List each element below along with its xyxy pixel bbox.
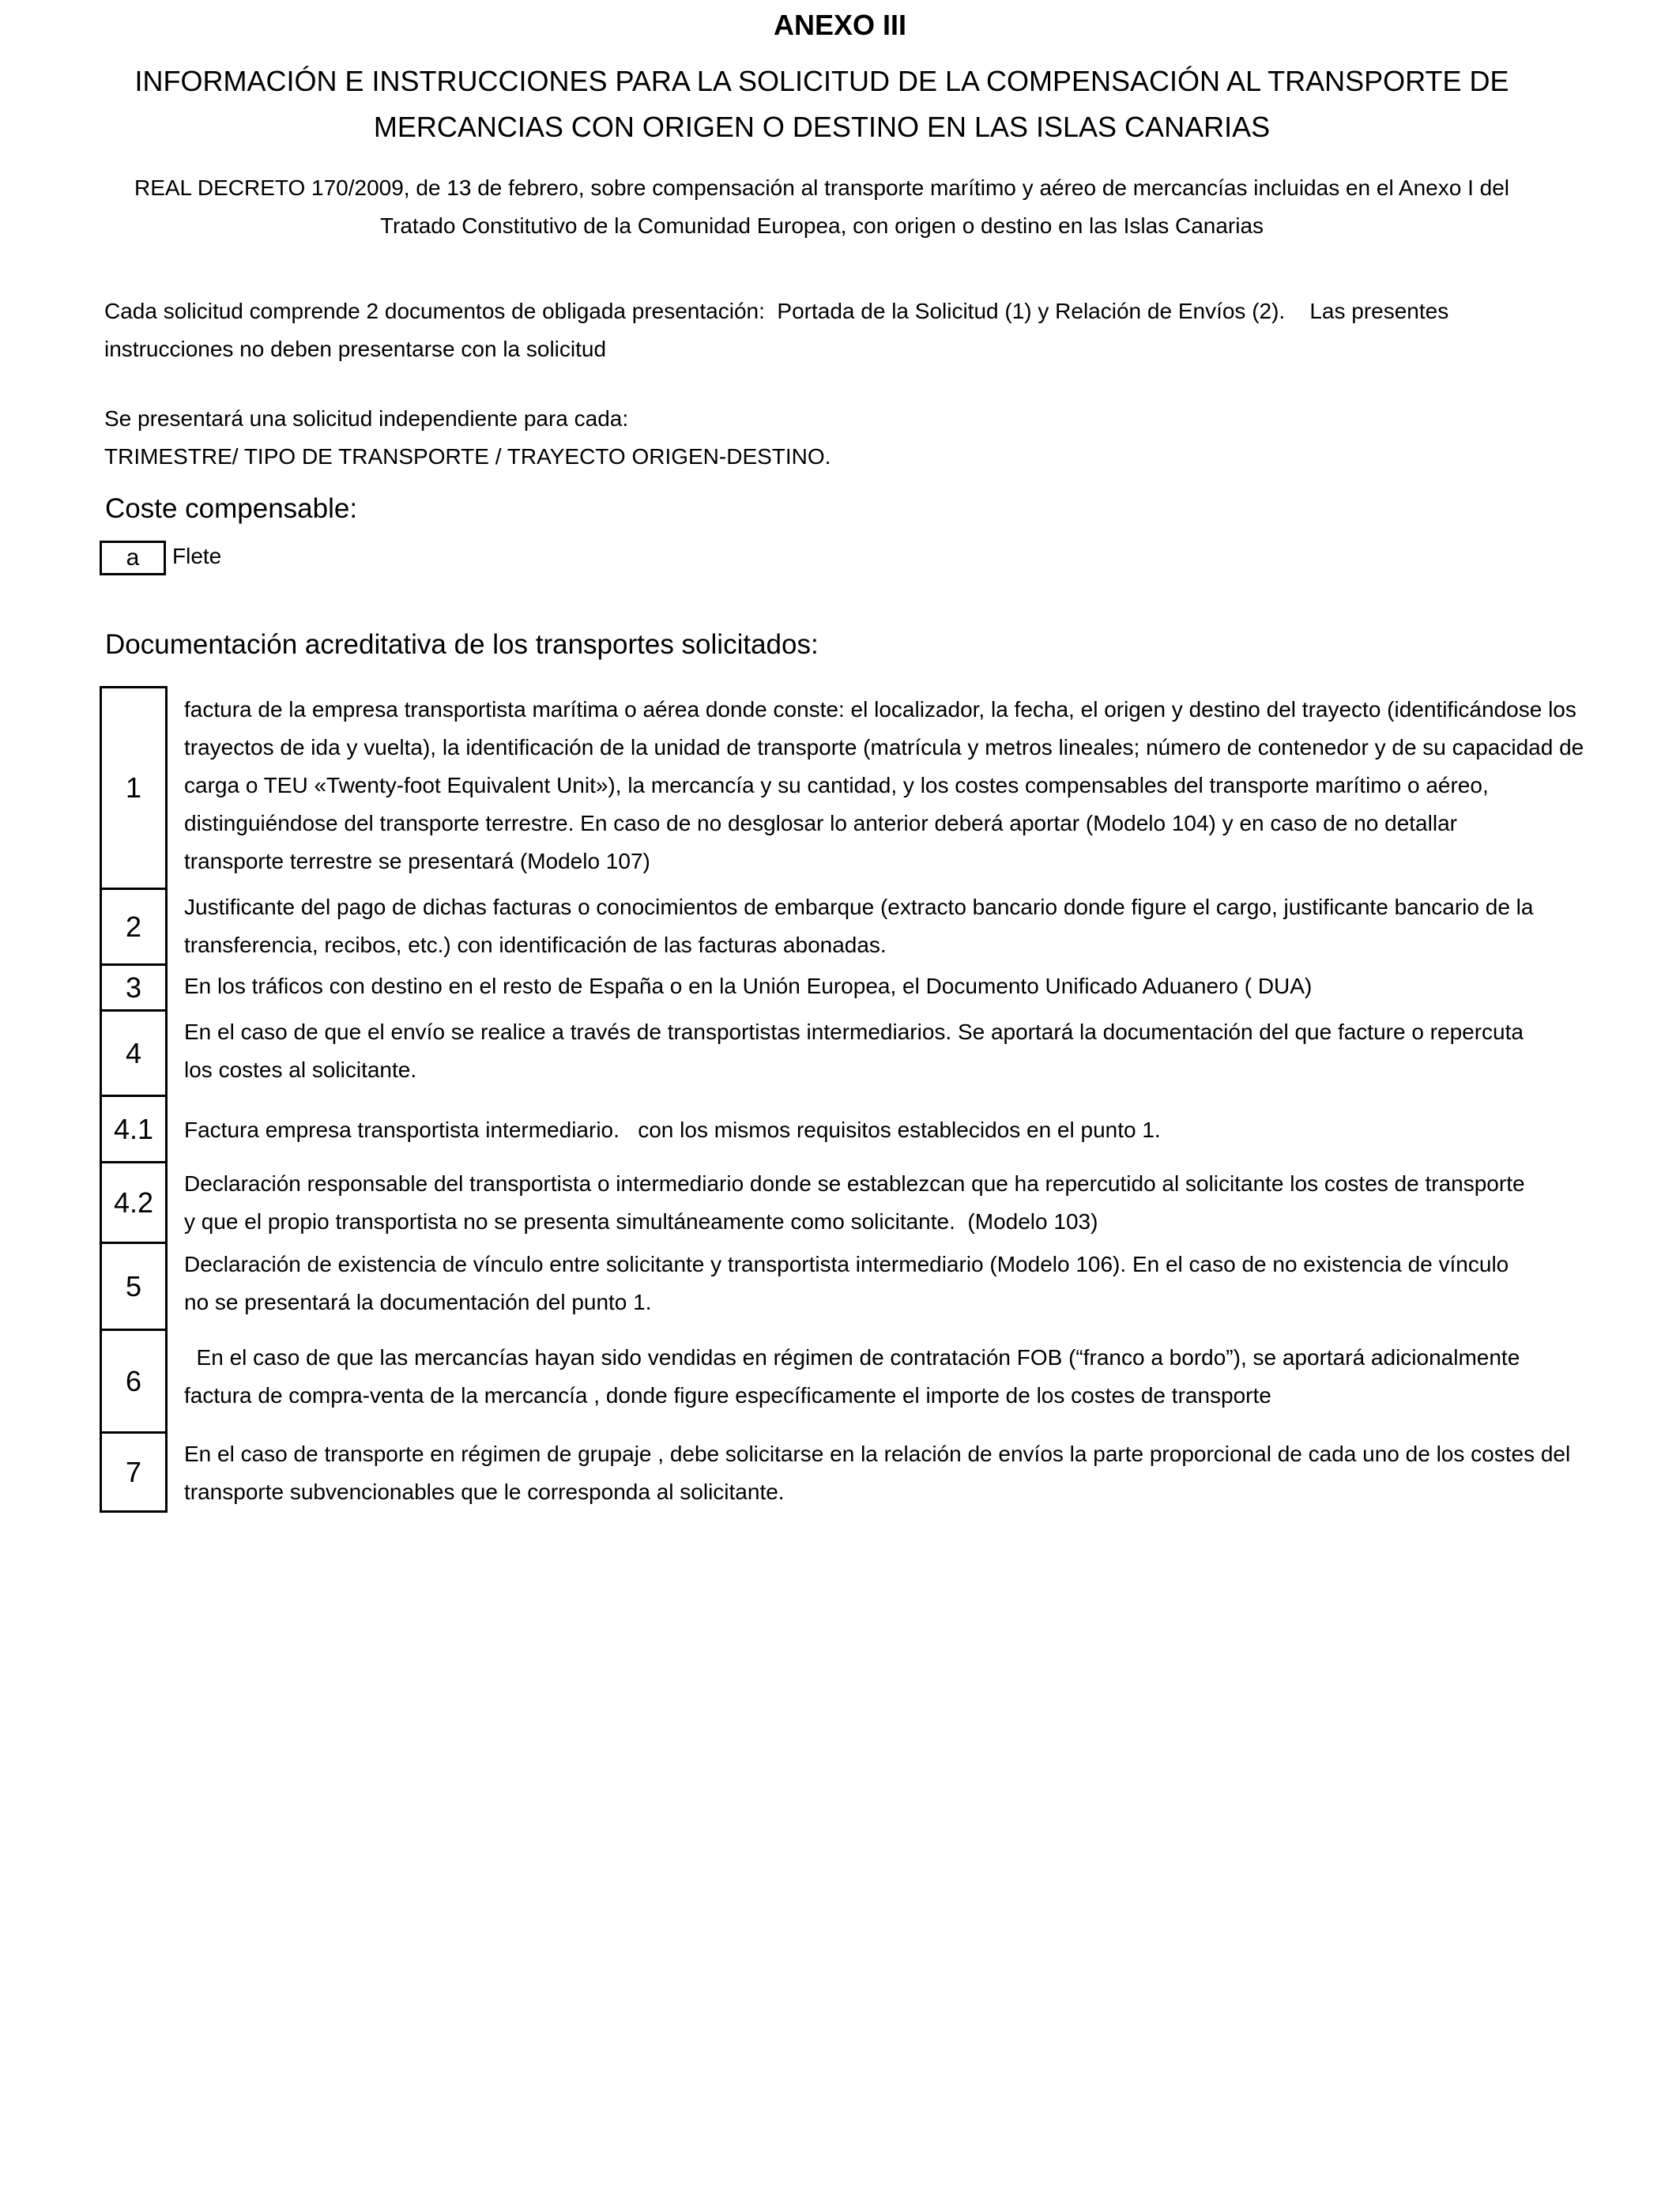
- row-number: 2: [100, 890, 168, 966]
- row-number: 3: [100, 966, 168, 1012]
- table-row: [100, 1012, 1601, 1097]
- table-row: [100, 1331, 1601, 1434]
- separate-request-paragraph: [104, 400, 1590, 476]
- row-text-line: transferencia, recibos, etc.) con identificación de las facturas abonadas.: [184, 933, 887, 957]
- cost-code-box: a: [100, 541, 166, 575]
- row-text-line: no se presentará la documentación del punto 1.: [184, 1290, 652, 1314]
- annex-title: ANEXO III: [773, 9, 907, 41]
- row-text-line: En el caso de que el envío se realice a través de transportistas intermediarios. Se aportará la documentación del que facture o repercuta: [184, 1020, 1524, 1044]
- decree-line: REAL DECRETO 170/2009, de 13 de febrero, sobre compensación al transporte marítimo y aéreo de mercancías incluidas en el Anexo I del: [134, 175, 1510, 200]
- row-number: 1: [100, 686, 168, 890]
- document-title-line: INFORMACIÓN E INSTRUCCIONES PARA LA SOLICITUD DE LA COMPENSACIÓN AL TRANSPORTE DE: [134, 65, 1509, 97]
- row-text-line: carga o TEU «Twenty-foot Equivalent Unit»), la mercancía y su cantidad, y los costes compensables del transporte marítimo o aéreo,: [184, 773, 1489, 797]
- table-row: [100, 1434, 1601, 1513]
- separate-request-line: TRIMESTRE/ TIPO DE TRANSPORTE / TRAYECTO ORIGEN-DESTINO.: [104, 444, 831, 469]
- row-text-line: y que el propio transportista no se presenta simultáneamente como solicitante. (Modelo 103): [184, 1209, 1098, 1234]
- table-row: [100, 1097, 1601, 1163]
- document-title-line: MERCANCIAS CON ORIGEN O DESTINO EN LAS ISLAS CANARIAS: [373, 111, 1271, 143]
- row-text-line: transporte terrestre se presentará (Modelo 107): [184, 849, 650, 873]
- table-row: [100, 1244, 1601, 1331]
- row-number: 5: [100, 1244, 168, 1331]
- row-text-line: Justificante del pago de dichas facturas o conocimientos de embarque (extracto bancario donde figure el cargo, justificante bancario de la: [184, 895, 1534, 919]
- table-row: [100, 686, 1601, 890]
- intro-line: Cada solicitud comprende 2 documentos de obligada presentación: Portada de la Solicitud (1) y Relación de Envíos (2). Las presentes: [104, 299, 1449, 323]
- cost-label: Flete: [172, 544, 222, 568]
- row-text-line: En el caso de que las mercancías hayan sido vendidas en régimen de contratación FOB (“franco a bordo”), se aportará adicionalmente: [184, 1345, 1520, 1370]
- row-number: 4.2: [100, 1163, 168, 1244]
- row-text-line: En los tráficos con destino en el resto de España o en la Unión Europea, el Documento Unificado Aduanero ( DUA): [184, 974, 1313, 998]
- row-text-line: En el caso de transporte en régimen de grupaje , debe solicitarse en la relación de envíos la parte proporcional de cada uno de los costes del: [184, 1442, 1571, 1466]
- row-text: [184, 888, 1601, 964]
- row-text: [184, 967, 1601, 1005]
- row-text: [184, 1111, 1601, 1149]
- row-text-line: Declaración responsable del transportista o intermediario donde se establezcan que ha repercutido al solicitante los costes de transporte: [184, 1171, 1525, 1196]
- decree-reference: [95, 169, 1549, 245]
- row-text-line: factura de la empresa transportista marítima o aérea donde conste: el localizador, la fecha, el origen y destino del trayecto (identificándose los: [184, 697, 1576, 722]
- intro-line: instrucciones no deben presentarse con la solicitud: [104, 337, 607, 361]
- row-number: 4.1: [100, 1097, 168, 1163]
- row-number: 4: [100, 1012, 168, 1097]
- row-text-line: Factura empresa transportista intermediario. con los mismos requisitos establecidos en el punto 1.: [184, 1118, 1161, 1142]
- row-text: [184, 691, 1601, 880]
- compensable-cost-heading: Coste compensable:: [105, 493, 358, 524]
- decree-line: Tratado Constitutivo de la Comunidad Europea, con origen o destino en las Islas Canarias: [379, 213, 1264, 238]
- row-text: [184, 1339, 1601, 1415]
- row-text: [184, 1435, 1601, 1511]
- row-text-line: distinguiéndose del transporte terrestre. En caso de no desglosar lo anterior deberá aportar (Modelo 104) y en caso de no detallar: [184, 811, 1457, 835]
- row-number: 7: [100, 1434, 168, 1513]
- row-text-line: transporte subvencionables que le corresponda al solicitante.: [184, 1480, 785, 1504]
- document-title: [111, 58, 1533, 150]
- table-row: [100, 966, 1601, 1012]
- row-text: [184, 1165, 1601, 1241]
- table-row: [100, 1163, 1601, 1244]
- row-text: [184, 1013, 1601, 1089]
- row-text-line: trayectos de ida y vuelta), la identificación de la unidad de transporte (matrícula y metros lineales; número de contenedor y de su capacidad de: [184, 735, 1584, 760]
- row-text-line: factura de compra-venta de la mercancía , donde figure específicamente el importe de los costes de transporte: [184, 1383, 1271, 1408]
- row-number: 6: [100, 1331, 168, 1434]
- documentation-heading: Documentación acreditativa de los transportes solicitados:: [105, 629, 819, 660]
- table-row: [100, 890, 1601, 966]
- row-text-line: Declaración de existencia de vínculo entre solicitante y transportista intermediario (Modelo 106). En el caso de no existencia de vínculo: [184, 1252, 1509, 1276]
- row-text-line: los costes al solicitante.: [184, 1057, 417, 1082]
- row-text: [184, 1246, 1601, 1321]
- intro-paragraph: [104, 292, 1590, 368]
- separate-request-line: Se presentará una solicitud independiente para cada:: [104, 406, 629, 431]
